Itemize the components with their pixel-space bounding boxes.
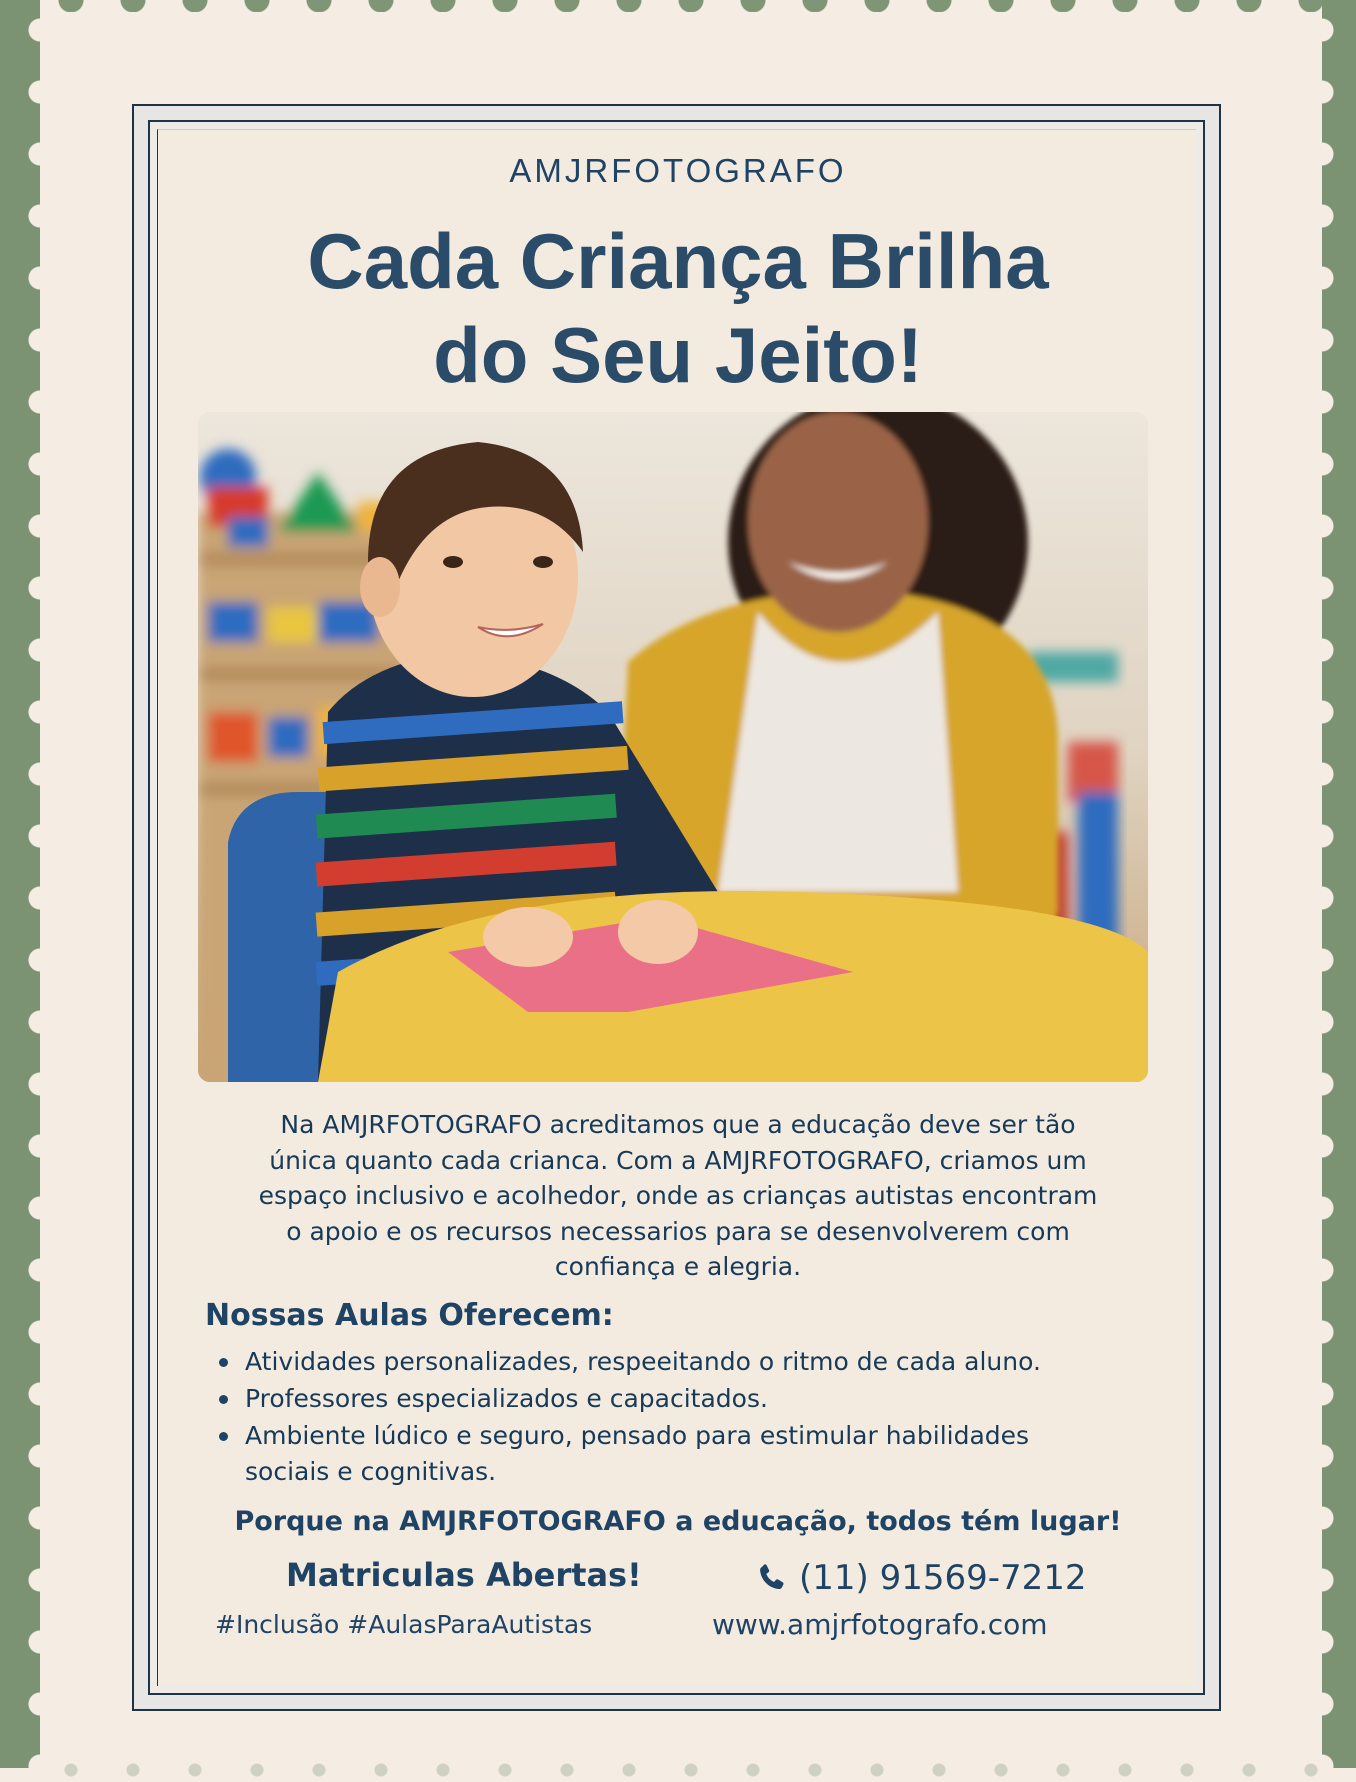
hero-photo	[198, 412, 1148, 1082]
phone-number: (11) 91569-7212	[799, 1558, 1087, 1598]
stamp-perforation-top	[40, 0, 1322, 12]
website-link[interactable]: www.amjrfotografo.com	[712, 1608, 1048, 1641]
bullet-icon	[219, 1358, 228, 1367]
offer-item: Professores especializados e capacitados.	[216, 1380, 1136, 1417]
offer-item: Atividades personalizades, respeeitando o ritmo de cada aluno.	[216, 1343, 1136, 1380]
offers-heading: Nossas Aulas Oferecem:	[205, 1298, 614, 1333]
intro-line: espaço inclusivo e acolhedor, onde as crianças autistas encontram	[258, 1181, 1098, 1210]
intro-line: Na AMJRFOTOGRAFO acreditamos que a educação deve ser tão	[280, 1110, 1076, 1139]
brand-name: AMJRFOTOGRAFO	[509, 152, 847, 189]
classroom-illustration	[198, 412, 1148, 1082]
tagline: Porque na AMJRFOTOGRAFO a educação, todos tém lugar!	[234, 1506, 1122, 1537]
offers-list	[216, 1343, 1136, 1490]
bullet-icon	[219, 1395, 228, 1404]
phone-contact[interactable]	[755, 1558, 1087, 1598]
stamp-perforation-bottom	[40, 1758, 1322, 1782]
page-title	[0, 214, 1356, 402]
intro-line: única quanto cada crianca. Com a AMJRFOTOGRAFO, criamos um	[269, 1145, 1087, 1175]
bullet-icon	[219, 1432, 228, 1441]
enrollment-callout: Matriculas Abertas!	[286, 1556, 642, 1594]
offer-item: Ambiente lúdico e seguro, pensado para estimular habilidades	[216, 1417, 1136, 1454]
title-line-1: Cada Criança Brilha	[307, 217, 1049, 305]
intro-line: confiança e alegria.	[554, 1252, 802, 1281]
intro-line: o apoio e os recursos necessarios para se desenvolverem com	[286, 1216, 1070, 1246]
title-line-2: do Seu Jeito!	[433, 311, 923, 399]
phone-icon	[755, 1561, 789, 1595]
intro-paragraph	[210, 1107, 1146, 1285]
hashtags: #Inclusão #AulasParaAutistas	[215, 1610, 593, 1639]
offer-item-continuation: sociais e cognitivas.	[245, 1457, 497, 1486]
